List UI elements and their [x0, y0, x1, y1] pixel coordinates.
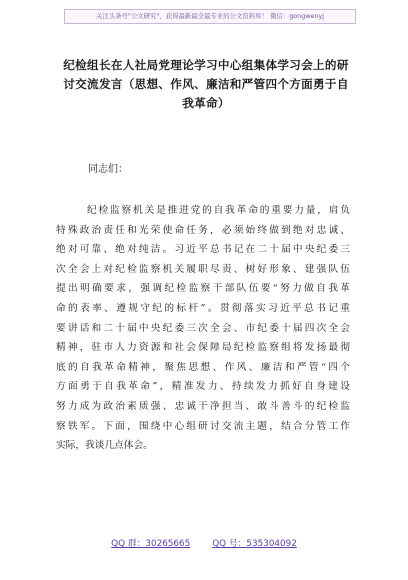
- salutation: 同志们：: [88, 164, 128, 175]
- body-line: 要讲话和二十届中央纪委三次全会、市纪委十届四次全会: [56, 322, 350, 334]
- body-paragraph: [56, 201, 350, 456]
- footer-qq-group[interactable]: QQ 群：30265665: [111, 539, 191, 549]
- body-line: 努力成为政治素质强、忠诚干净担当、敢斗善斗的纪检监: [56, 400, 350, 412]
- body-line: 次全会上对纪检监察机关履职尽责、树好形象、建强队伍: [56, 263, 350, 275]
- body-line: 实际，我谈几点体会。: [56, 440, 153, 452]
- footer-qq-number[interactable]: QQ 号：535304092: [212, 539, 297, 549]
- body-line: 提出明确要求，强调纪检监察干部队伍要“努力做自我革: [56, 283, 350, 295]
- body-line: 命的表率、遵规守纪的标杆”。贯彻落实习近平总书记重: [56, 302, 350, 314]
- body-line: 方面勇于自我革命”，精准发力、持续发力抓好自身建设: [56, 381, 350, 393]
- footer-contact: [0, 536, 408, 549]
- header-promo-banner: 关注头条号"公文研究"，获得最新最全最专业的公文资料库！ 微信：gongwenyj: [64, 9, 356, 24]
- body-line: 绝对可靠、绝对纯洁。习近平总书记在二十届中央纪委三: [56, 244, 350, 256]
- body-line: 底的自我革命精神，聚焦思想、作风、廉洁和严管“四个: [56, 361, 350, 373]
- body-line: 精神，驻市人力资源和社会保障局纪检监察组将发扬最彻: [56, 342, 350, 354]
- body-line: 特殊政治责任和光荣使命任务，必须始终做到绝对忠诚、: [56, 224, 350, 236]
- body-line: 察铁军。下面，围绕中心组研讨交流主题，结合分管工作: [56, 420, 350, 432]
- document-title: 纪检组长在人社局党理论学习中心组集体学习会上的研讨交流发言（思想、作风、廉洁和严管四个方面勇于自我革命）: [63, 58, 349, 110]
- body-line: 纪检监察机关是推进党的自我革命的重要力量，肩负: [87, 205, 350, 216]
